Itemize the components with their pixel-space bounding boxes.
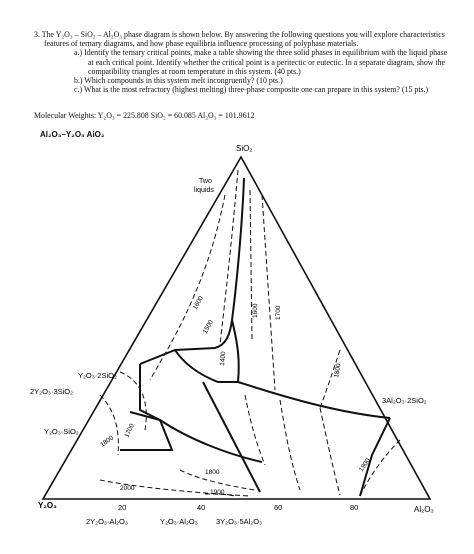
isotherm-label-1400: 1400	[219, 351, 228, 367]
isotherm-1600-inner	[220, 170, 238, 345]
boundary-yam	[160, 420, 262, 462]
isotherm-left-1	[120, 372, 146, 430]
boundary-ys2	[140, 364, 160, 420]
compound-2y2o3-al2o3: 2Y₂O₃·Al₂O₃	[86, 517, 128, 526]
item-a-text: Identify the ternary critical points, make a table showing the three solid phases in equilibrium with the liquid phase at each critical point. Identify whether the critical point is a peritectic or eutectic. In a separate diagram, show the compatibility triangles at room temperature in this system. (40 pts.)	[84, 48, 448, 76]
compound-y2o3-al2o3: Y₂O₃·Al₂O₃	[160, 517, 198, 526]
vertex-y2o3-label: Y₂O₃	[38, 501, 57, 510]
isotherm-label-1500: 1500	[201, 318, 215, 335]
item-b-label: b.)	[74, 76, 83, 86]
isotherm-mid-1	[245, 395, 265, 465]
molecular-weights: Molecular Weights: Y₂O₃ = 225.808 SiO₂ = 60.085 Al₂O₃ = 101.9612	[34, 111, 255, 120]
compound-y2o3-sio2: Y₂O₃·SiO₂	[44, 427, 79, 436]
question-number: 3.	[34, 30, 40, 39]
isotherm-1800-right	[320, 408, 340, 495]
boundary-al2o3	[357, 418, 390, 496]
two-liquids-label-2: liquids	[194, 187, 214, 194]
isotherm-label-1800: 1800	[333, 362, 343, 379]
question-intro-text: The Y₂O₃ – SiO₂ – Al₂O₃ phase diagram is shown below. By answering the following questions you will explore characteristics features of ternary diagrams, and how phase equilibria influence processing of polyphase materials.	[41, 30, 445, 49]
isotherms	[100, 170, 400, 496]
axis-tick-40: 40	[197, 503, 206, 512]
boundary-valley	[175, 350, 238, 382]
isotherm-label-1900: 1900	[210, 489, 225, 496]
boundary-mullite-1	[232, 320, 239, 382]
boundary-mullite-2	[238, 382, 390, 418]
axis-tick-60: 60	[274, 503, 283, 512]
axis-tick-20: 20	[118, 503, 127, 512]
axis-tick-80: 80	[350, 503, 359, 512]
isotherm-label-1600-b: 1600	[252, 303, 259, 318]
isotherm-label-1800-left: 1800	[99, 434, 115, 449]
item-c-label: c.)	[74, 85, 83, 95]
isotherm-label-1900-right: 1900	[357, 457, 372, 474]
isotherm-label-1700: 1700	[275, 305, 282, 320]
isotherm-mid-2	[280, 400, 300, 490]
vertex-sio2-label: SiO₂	[236, 144, 253, 153]
vertex-al2o3-label: Al₂O₃	[414, 505, 434, 514]
two-liquids-label-1: Two	[199, 178, 212, 185]
compound-2y2o3-3sio2: 2Y₂O₃·3SiO₂	[30, 387, 74, 396]
item-a-label: a.)	[74, 48, 83, 58]
compound-3y2o3-5al2o3: 3Y₂O₃·5Al₂O₃	[216, 517, 263, 526]
item-b-text: Which compounds in this system melt incongruently? (10 pts.)	[84, 76, 283, 86]
isotherm-1800-upper	[320, 350, 343, 408]
isotherm-dashdot-1	[150, 195, 228, 380]
boundary-sio2-field	[140, 178, 244, 367]
phase-boundaries	[120, 178, 390, 496]
isotherm-label-2000: 2000	[120, 485, 135, 492]
compound-3al2o3-2sio2: 3Al₂O₃·2SiO₂	[382, 396, 427, 405]
isotherm-label-1700-left: 1700	[123, 422, 136, 439]
isotherm-label-1600: 1600	[191, 294, 205, 311]
isotherm-label-1800-low: 1800	[205, 469, 220, 476]
isotherm-1700-vertical	[262, 195, 275, 390]
compound-y2o3-2sio2: Y₂O₃·2SiO₂	[78, 371, 117, 380]
diagram-title: Al₂O₃–Y₂O₃ AiO₂	[40, 130, 105, 139]
item-c-text: What is the most refractory (highest melting) three-phase composite one can prepare in this system? (15 pts.)	[83, 85, 429, 95]
